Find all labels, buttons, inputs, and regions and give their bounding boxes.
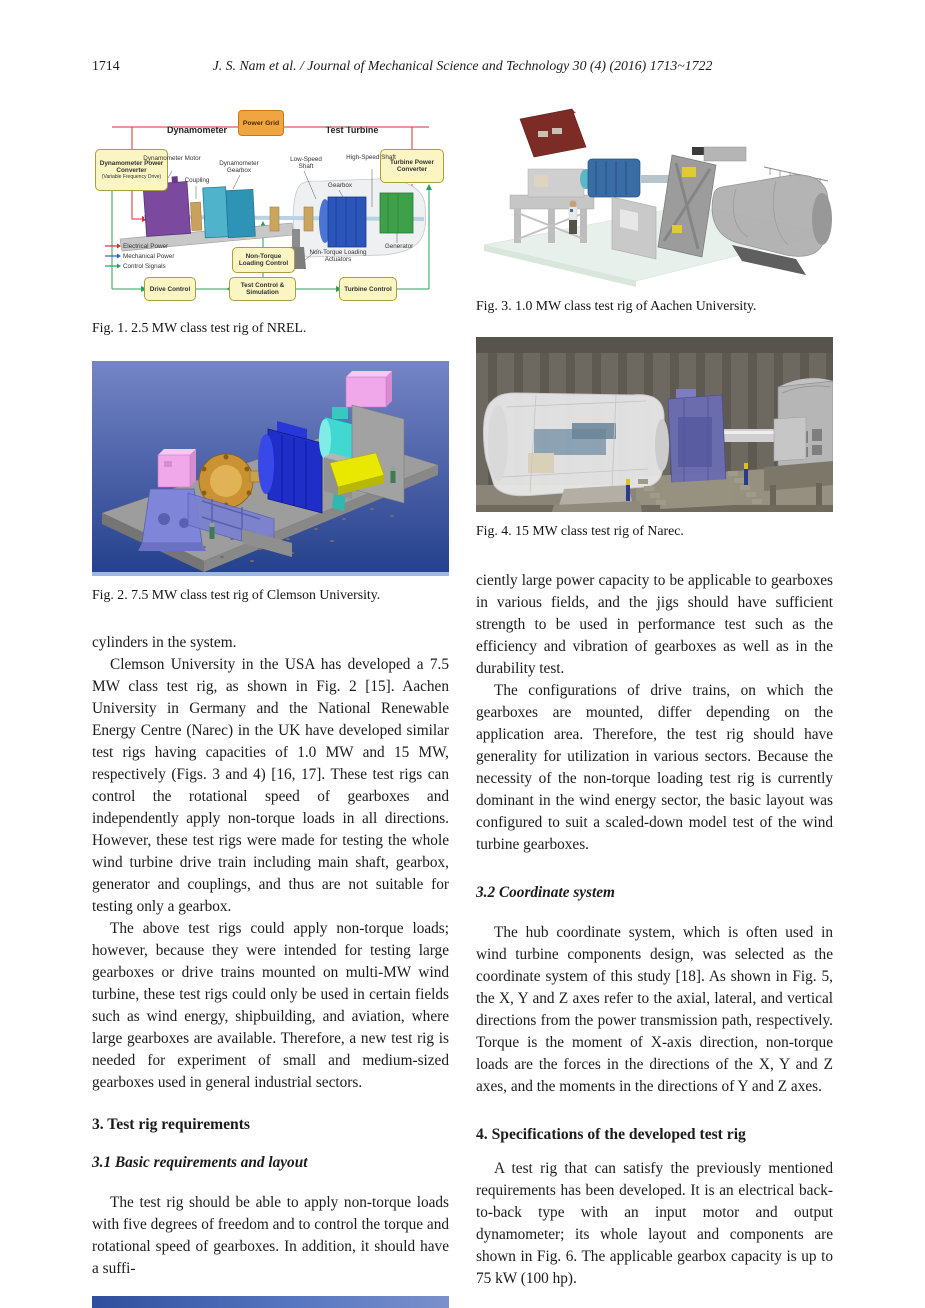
fig4-purple-unit — [660, 389, 734, 509]
figure-3-image — [476, 97, 833, 287]
figure-4-caption: Fig. 4. 15 MW class test rig of Narec. — [476, 523, 684, 538]
figure-5-partial-image — [92, 1296, 449, 1308]
subsection-heading-3-2: 3.2 Coordinate system — [476, 884, 615, 901]
two-column-layout — [92, 97, 833, 1290]
page-number: 1714 — [92, 58, 120, 73]
paragraph: Clemson University in the USA has developed a 7.5 MW class test rig, as shown in Fig. 2 [15]. Aachen University in Germany and the National Renewable Energy Centre (Narec) in the UK have developed similar test rigs having capacities of 1.0 MW and 15 MW, respectively (Figs. 3 and 4) [16, 17]. These test rigs can control the rotational speed of gearboxes and independently apply non-torque loads in all directions. However, these test rigs were made for testing the whole wind turbine drive train including main shaft, gearbox, generator and couplings, and thus are not suitable for testing only a gearbox. — [92, 656, 449, 915]
figure-4-image — [476, 337, 833, 512]
fig1-label-high-speed-shaft: High-Speed Shaft — [346, 154, 396, 161]
fig1-legend-arrows — [105, 244, 121, 269]
fig2-render-artwork — [92, 361, 449, 576]
right-column-text — [476, 570, 833, 1290]
figure-3-caption: Fig. 3. 1.0 MW class test rig of Aachen University. — [476, 298, 757, 313]
paragraph: The hub coordinate system, which is often used in wind turbine components design, was selected as the coordinate system of this study [18]. As shown in Fig. 5, the X, Y and Z axes refer to the axial, lateral, and vertical directions from the power transmission path, respectively. Torque is the moment of X-axis direction, non-torque loads are the forces in the directions of the X, Y and Z axes, and the moments in the directions of Y and Z axes. — [476, 924, 833, 1095]
fig3-render-artwork — [476, 97, 833, 287]
fig2-pink-box-right — [346, 371, 392, 407]
fig1-dyn-power-converter-sub: (Variable Frequency Drive) — [101, 174, 162, 180]
fig1-turbine-control-box: Turbine Control — [339, 277, 397, 301]
fig1-test-gearbox — [319, 197, 366, 247]
paragraph: cylinders in the system. — [92, 634, 237, 651]
figure-1-image — [92, 97, 449, 309]
fig3-mid-frame — [612, 197, 656, 259]
paragraph: The above test rigs could apply non-torque loads; however, because they were intended for testing large gearboxes or drive trains mounted on multi-MW wind turbine, these test rigs could only be used in certain fields such as wind energy, shipbuilding, and aviation, where large gearboxes are available. Therefore, a new test rig is needed for experiment of small and medium-sized gearboxes used in general industrial sectors. — [92, 920, 449, 1091]
paragraph: A test rig that can satisfy the previously mentioned requirements has been developed. It is an electrical back-to-back type with an input motor and output dynamometer; its whole layout and components are shown in Fig. 6. The applicable gearbox capacity is up to 75 kW (100 hp). — [476, 1160, 833, 1287]
section-heading-4: 4. Specifications of the developed test rig — [476, 1126, 746, 1143]
fig1-generator — [380, 193, 413, 233]
figure-1-caption: Fig. 1. 2.5 MW class test rig of NREL. — [92, 320, 307, 335]
fig4-render-artwork — [476, 337, 833, 512]
subsection-heading-3-1: 3.1 Basic requirements and layout — [92, 1154, 308, 1171]
fig1-dynamometer-heading: Dynamometer — [166, 125, 228, 135]
fig1-power-grid-box: Power Grid — [238, 110, 284, 136]
right-column — [476, 97, 833, 1290]
fig2-pink-box-left — [158, 449, 196, 487]
fig1-dyn-power-converter-label: Dynamometer Power Converter — [99, 160, 164, 174]
left-column — [92, 97, 449, 1280]
figure-4 — [476, 337, 833, 539]
running-head-citation: J. S. Nam et al. / Journal of Mechanical Science and Technology 30 (4) (2016) 1713~1722 — [212, 58, 713, 73]
left-column-text — [92, 632, 449, 1280]
figure-2-image — [92, 361, 449, 576]
section-heading-3: 3. Test rig requirements — [92, 1116, 250, 1133]
fig3-person-figure — [569, 201, 577, 235]
page-header — [92, 58, 833, 78]
fig1-legend-mechanical: Mechanical Power — [123, 252, 175, 260]
fig1-label-generator: Generator — [384, 243, 414, 250]
figure-2-caption: Fig. 2. 7.5 MW class test rig of Clemson University. — [92, 587, 381, 602]
fig1-test-control-box: Test Control & Simulation — [229, 277, 296, 301]
fig1-turbine-power-converter-box: Turbine Power Converter — [380, 149, 444, 183]
fig1-drive-control-box: Drive Control — [144, 277, 196, 301]
figure-2 — [92, 361, 449, 603]
paragraph: The test rig should be able to apply non-torque loads with five degrees of freedom and to control the torque and rotational speed of gearboxes. In addition, it should have a suffi- — [92, 1194, 449, 1277]
fig1-label-ntl-actuators: Non-Torque Loading Actuators — [309, 249, 367, 264]
fig1-legend-control: Control Signals — [123, 262, 166, 270]
figure-1 — [92, 97, 449, 336]
paragraph: ciently large power capacity to be applicable to gearboxes in various fields, and the jigs should have sufficient strength to be used in performance test such as the efficiency and vibration of gearboxes as well as in the durability test. — [476, 572, 833, 677]
fig1-label-dyn-motor: Dynamometer Motor — [143, 155, 201, 162]
fig1-label-gearbox: Gearbox — [327, 182, 353, 189]
figure-3 — [476, 97, 833, 314]
fig1-legend-electrical: Electrical Power — [123, 242, 169, 250]
fig1-label-low-speed-shaft: Low-Speed Shaft — [290, 156, 322, 171]
fig1-ntl-control-box: Non-Torque Loading Control — [232, 247, 295, 273]
fig1-test-turbine-heading: Test Turbine — [325, 125, 379, 135]
fig1-label-coupling: Coupling — [184, 177, 210, 184]
paragraph: The configurations of drive trains, on which the gearboxes are mounted, differ depending on the application area. Therefore, the test rig should have generality for utilization in various sectors. Because the necessity of the non-torque loading test rig is currently dominant in the wind energy sector, the basic layout was configured to suit a scaled-down model test of the wind turbine gearboxes. — [476, 682, 833, 853]
fig1-label-dyn-gearbox: Dynamometer Gearbox — [219, 160, 259, 175]
